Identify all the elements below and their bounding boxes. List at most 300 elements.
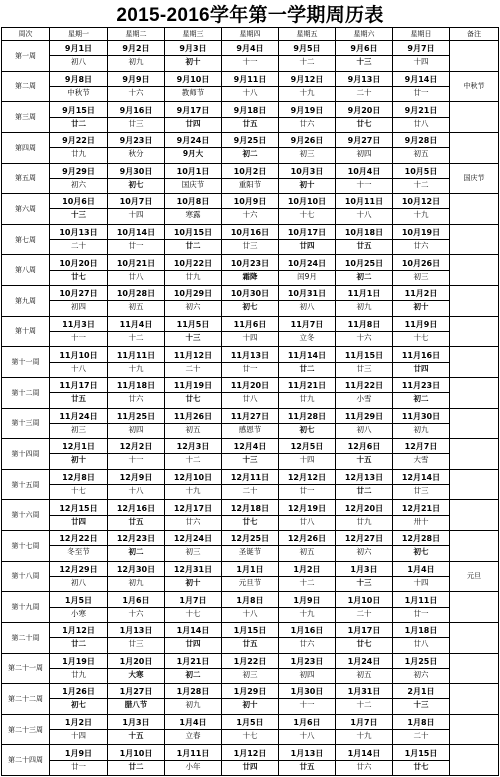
- remark-cell: [450, 439, 499, 470]
- column-header: 星期日: [393, 28, 450, 41]
- day-cell: [279, 714, 336, 745]
- solar-date: 1月5日: [236, 718, 264, 728]
- remark-cell: [450, 531, 499, 562]
- solar-date: 12月7日: [404, 442, 438, 452]
- day-cell: [336, 408, 393, 439]
- solar-date: 10月3日: [290, 166, 324, 176]
- solar-date: 11月24日: [59, 411, 98, 421]
- solar-date: 1月19日: [62, 656, 95, 666]
- lunar-date: 十九: [108, 362, 164, 375]
- lunar-date: 廿八: [222, 392, 278, 405]
- day-cell: [279, 377, 336, 408]
- lunar-date: 教师节: [165, 86, 221, 99]
- day-cell: [393, 714, 450, 745]
- day-cell: [165, 224, 222, 255]
- solar-date: 1月18日: [404, 626, 438, 636]
- lunar-date: 十一: [336, 178, 392, 191]
- lunar-date: 初六: [393, 668, 449, 681]
- day-cell: [165, 347, 222, 378]
- day-cell: [222, 255, 279, 286]
- day-cell: [165, 41, 222, 72]
- solar-date: 12月14日: [401, 473, 441, 483]
- solar-date: 1月8日: [407, 718, 435, 728]
- solar-date: 12月6日: [347, 442, 381, 452]
- remark-cell: [450, 102, 499, 133]
- solar-date: 9月13日: [347, 74, 381, 84]
- solar-date: 11月1日: [347, 289, 381, 299]
- lunar-date: 十八: [50, 362, 107, 375]
- week-label: 第十七周: [2, 531, 50, 562]
- lunar-date: 二十: [222, 484, 278, 497]
- solar-date: 1月13日: [290, 748, 324, 758]
- solar-date: 1月20日: [119, 656, 153, 666]
- day-cell: [279, 347, 336, 378]
- solar-date: 11月20日: [230, 381, 270, 391]
- lunar-date: 十二: [279, 55, 335, 68]
- lunar-date: 初九: [393, 423, 449, 436]
- lunar-date: 十二: [165, 453, 221, 466]
- day-cell: [393, 653, 450, 684]
- solar-date: 1月29日: [233, 687, 267, 697]
- lunar-date: 十二: [336, 698, 392, 711]
- remark-cell: 中秋节: [450, 71, 499, 102]
- solar-date: 12月3日: [176, 442, 210, 452]
- lunar-date: 初六: [50, 178, 107, 191]
- solar-date: 11月27日: [230, 411, 270, 421]
- day-cell: [108, 255, 165, 286]
- solar-date: 1月6日: [122, 595, 150, 605]
- solar-date: 1月3日: [122, 718, 150, 728]
- day-cell: [108, 592, 165, 623]
- solar-date: 1月30日: [290, 687, 324, 697]
- solar-date: 10月18日: [344, 228, 384, 238]
- day-cell: [222, 653, 279, 684]
- remark-cell: [450, 622, 499, 653]
- lunar-date: 廿九: [50, 668, 107, 681]
- column-header: 星期一: [50, 28, 108, 41]
- lunar-date: 廿六: [279, 117, 335, 130]
- lunar-date: 廿九: [50, 147, 107, 160]
- day-cell: [108, 102, 165, 133]
- day-cell: [336, 714, 393, 745]
- day-cell: [336, 41, 393, 72]
- day-cell: [393, 347, 450, 378]
- lunar-date: 初四: [50, 300, 107, 313]
- solar-date: 1月17日: [347, 626, 381, 636]
- lunar-date: 初三: [222, 668, 278, 681]
- solar-date: 11月9日: [404, 319, 438, 329]
- day-cell: [165, 132, 222, 163]
- day-cell: [50, 745, 108, 776]
- lunar-date: 初七: [393, 545, 449, 558]
- week-row: [2, 347, 499, 378]
- lunar-date: 廿五: [279, 760, 335, 773]
- lunar-date: 廿五: [222, 637, 278, 650]
- solar-date: 1月15日: [233, 626, 267, 636]
- solar-date: 9月8日: [64, 74, 93, 84]
- solar-date: 11月17日: [59, 381, 98, 391]
- day-cell: [279, 745, 336, 776]
- solar-date: 1月13日: [119, 626, 153, 636]
- solar-date: 1月4日: [407, 564, 435, 574]
- lunar-date: 十五: [108, 729, 164, 742]
- solar-date: 11月23日: [401, 381, 441, 391]
- day-cell: [336, 71, 393, 102]
- day-cell: [279, 439, 336, 470]
- lunar-date: 廿一: [50, 760, 107, 773]
- week-label: 第五周: [2, 163, 50, 194]
- lunar-date: 初三: [393, 270, 449, 283]
- lunar-date: 初八: [50, 576, 107, 589]
- lunar-date: 圣诞节: [222, 545, 278, 558]
- day-cell: [336, 132, 393, 163]
- lunar-date: 廿五: [108, 515, 164, 528]
- solar-date: 1月9日: [293, 595, 321, 605]
- lunar-date: 小年: [165, 760, 221, 773]
- solar-date: 1月10日: [119, 748, 153, 758]
- lunar-date: 十四: [393, 576, 449, 589]
- day-cell: [222, 439, 279, 470]
- day-cell: [393, 102, 450, 133]
- lunar-date: 十六: [108, 86, 164, 99]
- day-cell: [279, 194, 336, 225]
- day-cell: [50, 439, 108, 470]
- day-cell: [222, 316, 279, 347]
- day-cell: [222, 592, 279, 623]
- page-title: 2015-2016学年第一学期周历表: [116, 4, 384, 26]
- header-row: [2, 28, 499, 41]
- lunar-date: 廿七: [165, 392, 221, 405]
- day-cell: [222, 194, 279, 225]
- day-cell: [50, 561, 108, 592]
- solar-date: 9月17日: [176, 105, 210, 115]
- day-cell: [279, 469, 336, 500]
- week-row: [2, 255, 499, 286]
- week-row: [2, 714, 499, 745]
- lunar-date: 初四: [279, 668, 335, 681]
- solar-date: 1月3日: [350, 564, 378, 574]
- lunar-date: 廿三: [393, 484, 449, 497]
- remark-cell: [450, 286, 499, 317]
- solar-date: 10月21日: [116, 258, 156, 268]
- week-row: [2, 286, 499, 317]
- day-cell: [50, 592, 108, 623]
- lunar-date: 十一: [279, 698, 335, 711]
- lunar-date: 十三: [393, 698, 449, 711]
- day-cell: [50, 500, 108, 531]
- solar-date: 12月19日: [287, 503, 327, 513]
- solar-date: 1月14日: [347, 748, 381, 758]
- lunar-date: 廿一: [279, 484, 335, 497]
- lunar-date: 初五: [165, 423, 221, 436]
- column-header: 备注: [450, 28, 499, 41]
- day-cell: [336, 347, 393, 378]
- lunar-date: 廿三: [108, 637, 164, 650]
- solar-date: 11月7日: [290, 319, 324, 329]
- lunar-date: 初五: [393, 147, 449, 160]
- lunar-date: 初十: [393, 300, 449, 313]
- lunar-date: 初十: [165, 55, 221, 68]
- remark-cell: [450, 684, 499, 715]
- solar-date: 10月15日: [173, 228, 213, 238]
- day-cell: [336, 194, 393, 225]
- lunar-date: 初五: [108, 300, 164, 313]
- week-row: [2, 653, 499, 684]
- solar-date: 9月20日: [347, 105, 381, 115]
- remark-cell: [450, 347, 499, 378]
- day-cell: [336, 439, 393, 470]
- day-cell: [279, 163, 336, 194]
- day-cell: [222, 286, 279, 317]
- lunar-date: 冬至节: [50, 545, 107, 558]
- lunar-date: 廿九: [165, 270, 221, 283]
- remark-cell: [450, 224, 499, 255]
- solar-date: 11月12日: [173, 350, 213, 360]
- week-row: [2, 163, 499, 194]
- day-cell: [222, 132, 279, 163]
- lunar-date: 廿七: [222, 515, 278, 528]
- solar-date: 12月23日: [116, 534, 156, 544]
- day-cell: [165, 469, 222, 500]
- solar-date: 10月4日: [347, 166, 381, 176]
- solar-date: 12月18日: [230, 503, 270, 513]
- solar-date: 10月7日: [119, 197, 153, 207]
- lunar-date: 初六: [165, 300, 221, 313]
- solar-date: 10月9日: [233, 197, 267, 207]
- solar-date: 11月8日: [347, 319, 381, 329]
- solar-date: 12月28日: [401, 534, 441, 544]
- week-row: [2, 684, 499, 715]
- day-cell: [222, 714, 279, 745]
- day-cell: [393, 408, 450, 439]
- lunar-date: 廿二: [279, 362, 335, 375]
- lunar-date: 初三: [279, 147, 335, 160]
- solar-date: 11月26日: [173, 411, 213, 421]
- day-cell: [279, 592, 336, 623]
- day-cell: [50, 377, 108, 408]
- day-cell: [222, 684, 279, 715]
- week-label: 第七周: [2, 224, 50, 255]
- solar-date: 2月1日: [407, 687, 435, 697]
- day-cell: [108, 224, 165, 255]
- lunar-date: 十二: [279, 576, 335, 589]
- week-label: 第十九周: [2, 592, 50, 623]
- lunar-date: 初二: [222, 147, 278, 160]
- remark-cell: [450, 41, 499, 72]
- solar-date: 10月23日: [230, 258, 270, 268]
- solar-date: 10月11日: [344, 197, 384, 207]
- remark-cell: [450, 500, 499, 531]
- remark-cell: [450, 592, 499, 623]
- lunar-date: 十一: [50, 331, 107, 344]
- solar-date: 9月22日: [62, 136, 95, 146]
- lunar-date: 9月大: [165, 147, 221, 160]
- lunar-date: 廿八: [279, 515, 335, 528]
- solar-date: 11月15日: [344, 350, 384, 360]
- lunar-date: 廿七: [50, 270, 107, 283]
- day-cell: [336, 653, 393, 684]
- day-cell: [336, 255, 393, 286]
- day-cell: [50, 255, 108, 286]
- solar-date: 9月14日: [404, 74, 438, 84]
- lunar-date: 十九: [393, 208, 449, 221]
- solar-date: 12月17日: [173, 503, 213, 513]
- day-cell: [108, 561, 165, 592]
- solar-date: 11月2日: [404, 289, 438, 299]
- day-cell: [393, 377, 450, 408]
- lunar-date: 初七: [108, 178, 164, 191]
- solar-date: 10月31日: [287, 289, 327, 299]
- solar-date: 1月1日: [236, 564, 264, 574]
- solar-date: 9月26日: [290, 136, 324, 146]
- lunar-date: 初七: [222, 300, 278, 313]
- solar-date: 10月2日: [233, 166, 267, 176]
- lunar-date: 廿四: [165, 117, 221, 130]
- solar-date: 11月29日: [344, 411, 384, 421]
- lunar-date: 廿八: [108, 270, 164, 283]
- solar-date: 10月10日: [287, 197, 327, 207]
- lunar-date: 十四: [393, 55, 449, 68]
- solar-date: 11月30日: [401, 411, 441, 421]
- lunar-date: 廿七: [336, 117, 392, 130]
- day-cell: [336, 102, 393, 133]
- solar-date: 12月31日: [173, 564, 213, 574]
- solar-date: 12月27日: [344, 534, 384, 544]
- day-cell: [222, 531, 279, 562]
- week-label: 第十六周: [2, 500, 50, 531]
- solar-date: 9月15日: [62, 105, 95, 115]
- lunar-date: 小寒: [50, 607, 107, 620]
- lunar-date: 感恩节: [222, 423, 278, 436]
- solar-date: 1月11日: [176, 748, 210, 758]
- solar-date: 9月10日: [176, 74, 210, 84]
- week-row: [2, 194, 499, 225]
- day-cell: [336, 592, 393, 623]
- column-header: 星期三: [165, 28, 222, 41]
- solar-date: 9月19日: [290, 105, 324, 115]
- day-cell: [108, 132, 165, 163]
- week-row: [2, 377, 499, 408]
- day-cell: [279, 653, 336, 684]
- day-cell: [279, 102, 336, 133]
- column-header: 星期二: [108, 28, 165, 41]
- solar-date: 9月6日: [350, 44, 378, 54]
- week-row: [2, 41, 499, 72]
- day-cell: [393, 194, 450, 225]
- day-cell: [393, 745, 450, 776]
- day-cell: [336, 531, 393, 562]
- lunar-date: 寒露: [165, 208, 221, 221]
- week-label: 第十八周: [2, 561, 50, 592]
- lunar-date: 廿五: [222, 117, 278, 130]
- day-cell: [108, 71, 165, 102]
- lunar-date: 初三: [165, 545, 221, 558]
- lunar-date: 十七: [279, 208, 335, 221]
- week-label: 第九周: [2, 286, 50, 317]
- lunar-date: 霜降: [222, 270, 278, 283]
- solar-date: 10月1日: [176, 166, 210, 176]
- lunar-date: 十六: [222, 208, 278, 221]
- day-cell: [279, 531, 336, 562]
- day-cell: [279, 408, 336, 439]
- day-cell: [279, 316, 336, 347]
- day-cell: [165, 286, 222, 317]
- lunar-date: 十三: [50, 208, 107, 221]
- lunar-date: 十八: [336, 208, 392, 221]
- remark-cell: 元旦: [450, 561, 499, 592]
- solar-date: 12月15日: [59, 503, 98, 513]
- lunar-date: 廿八: [393, 117, 449, 130]
- day-cell: [279, 41, 336, 72]
- solar-date: 10月8日: [176, 197, 210, 207]
- lunar-date: 初八: [50, 55, 107, 68]
- day-cell: [50, 132, 108, 163]
- day-cell: [222, 622, 279, 653]
- lunar-date: 国庆节: [165, 178, 221, 191]
- remark-cell: [450, 132, 499, 163]
- solar-date: 9月7日: [407, 44, 435, 54]
- day-cell: [222, 408, 279, 439]
- lunar-date: 十八: [222, 607, 278, 620]
- lunar-date: 廿六: [393, 239, 449, 252]
- day-cell: [108, 653, 165, 684]
- week-label: 第三周: [2, 102, 50, 133]
- solar-date: 11月14日: [287, 350, 327, 360]
- lunar-date: 小雪: [336, 392, 392, 405]
- lunar-date: 初九: [108, 55, 164, 68]
- lunar-date: 初八: [336, 423, 392, 436]
- day-cell: [222, 224, 279, 255]
- day-cell: [50, 316, 108, 347]
- week-row: [2, 132, 499, 163]
- week-label: 第十四周: [2, 439, 50, 470]
- day-cell: [336, 684, 393, 715]
- day-cell: [393, 622, 450, 653]
- lunar-date: 廿四: [222, 760, 278, 773]
- lunar-date: 廿三: [108, 117, 164, 130]
- solar-date: 12月20日: [344, 503, 384, 513]
- week-label: 第二十三周: [2, 714, 50, 745]
- day-cell: [50, 714, 108, 745]
- solar-date: 12月2日: [119, 442, 153, 452]
- solar-date: 1月28日: [176, 687, 210, 697]
- day-cell: [50, 194, 108, 225]
- lunar-date: 廿二: [108, 760, 164, 773]
- day-cell: [279, 71, 336, 102]
- remark-cell: [450, 408, 499, 439]
- week-label: 第二十周: [2, 622, 50, 653]
- solar-date: 12月30日: [116, 564, 156, 574]
- week-label: 第十二周: [2, 377, 50, 408]
- day-cell: [279, 286, 336, 317]
- solar-date: 10月6日: [62, 197, 95, 207]
- day-cell: [336, 745, 393, 776]
- solar-date: 1月16日: [290, 626, 324, 636]
- day-cell: [108, 163, 165, 194]
- solar-date: 9月4日: [236, 44, 264, 54]
- lunar-date: 十七: [50, 484, 107, 497]
- day-cell: [279, 500, 336, 531]
- lunar-date: 廿一: [222, 362, 278, 375]
- week-row: [2, 561, 499, 592]
- lunar-date: 廿四: [393, 362, 449, 375]
- day-cell: [222, 745, 279, 776]
- week-row: [2, 408, 499, 439]
- lunar-date: 廿六: [279, 637, 335, 650]
- solar-date: 11月21日: [287, 381, 327, 391]
- day-cell: [50, 622, 108, 653]
- solar-date: 1月11日: [404, 595, 438, 605]
